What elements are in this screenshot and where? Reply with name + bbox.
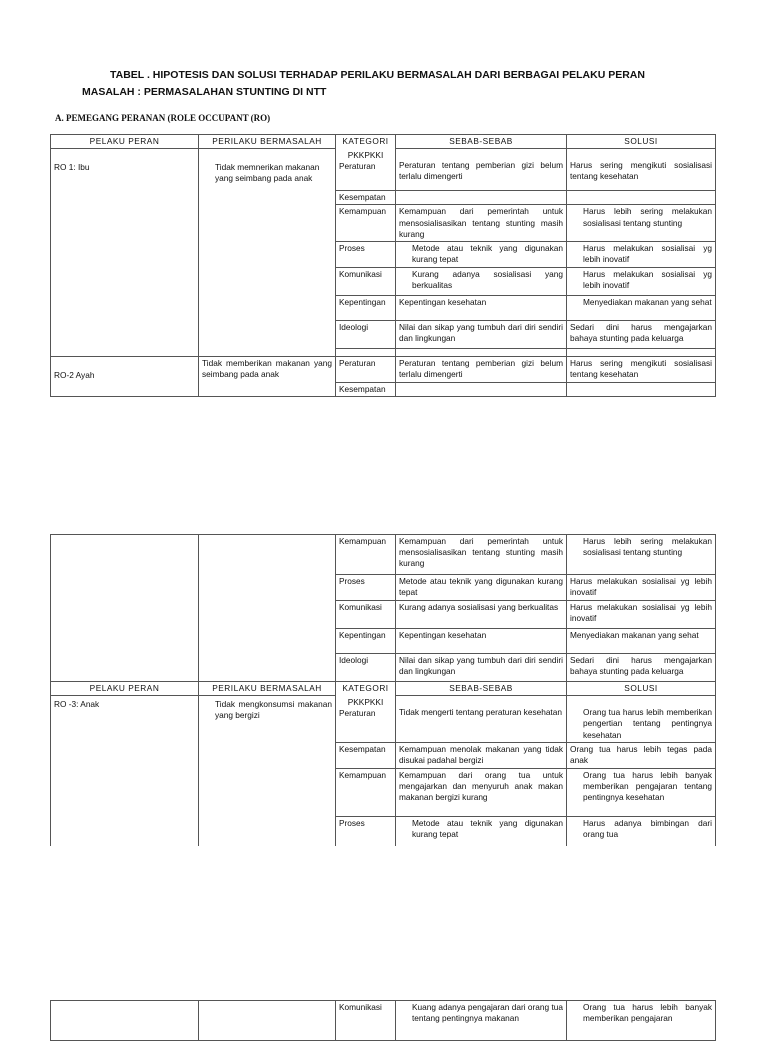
table-row <box>51 535 716 575</box>
perilaku-cell <box>199 149 336 357</box>
solusi-cell: Orang tua harus lebih banyak memberikan pengajaran tentang pentingnya kesehatan <box>567 768 716 816</box>
header-perilaku: PERILAKU BERMASALAH <box>199 135 336 149</box>
hypothesis-table-page-3 <box>50 1000 716 1041</box>
solusi-cell: Harus melakukan sosialisai yg lebih inovatif <box>567 601 716 629</box>
sebab-cell: Kepentingan kesehatan <box>396 629 567 654</box>
header-solusi: SOLUSI <box>567 135 716 149</box>
sebab-cell: Kemampuan dari pemerintah untuk mensosialisasikan tentang stunting masih kurang <box>396 205 567 242</box>
document-title-line-2: MASALAH : PERMASALAHAN STUNTING DI NTT <box>82 86 327 98</box>
sebab-cell <box>396 149 567 191</box>
hypothesis-table-page-2 <box>50 534 716 846</box>
sebab-cell: Metode atau teknik yang digunakan kurang tepat <box>396 816 567 846</box>
pelaku-cell <box>51 356 199 396</box>
solusi-cell: Menyediakan makanan yang sehat <box>567 295 716 320</box>
sebab-cell: Kurang adanya sosialisasi yang berkualitas <box>396 267 567 295</box>
perilaku-cell <box>199 535 336 682</box>
pelaku-cell <box>51 1001 199 1041</box>
pelaku-ro2: RO-2 Ayah <box>54 369 95 380</box>
kategori-cell <box>336 348 396 356</box>
solusi-cell: Orang tua harus lebih banyak memberikan pengajaran <box>567 1001 716 1041</box>
solusi-cell: Sedari dini harus mengajarkan bahaya stunting pada keluarga <box>567 320 716 348</box>
solusi-cell: Harus adanya bimbingan dari orang tua <box>567 816 716 846</box>
header-kategori <box>336 135 396 149</box>
kategori-cell: Kesempatan <box>336 191 396 205</box>
table-row <box>51 1001 716 1041</box>
sebab-cell: Metode atau teknik yang digunakan kurang tepat <box>396 241 567 267</box>
solusi-cell: Orang tua harus lebih tegas pada anak <box>567 742 716 768</box>
kategori-cell: Peraturan <box>336 356 396 382</box>
kategori-cell: Kemampuan <box>336 768 396 816</box>
section-heading: A. PEMEGANG PERANAN (ROLE OCCUPANT (RO) <box>55 113 271 123</box>
kategori-cell: Ideologi <box>336 320 396 348</box>
pelaku-ro3: RO -3: Anak <box>54 699 100 710</box>
solusi-text: Orang tua harus lebih memberikan pengertian tentang pentingnya kesehatan <box>583 707 712 740</box>
sebab-text: Peraturan tentang pemberian gizi belum terlalu dimengerti <box>399 160 563 182</box>
perilaku-ro2: Tidak memberikan makanan yang seimbang pada anak <box>199 356 336 396</box>
solusi-cell <box>567 696 716 743</box>
kategori-cell: Komunikasi <box>336 1001 396 1041</box>
solusi-cell <box>567 348 716 356</box>
pelaku-cell <box>51 535 199 682</box>
sebab-cell: Kepentingan kesehatan <box>396 295 567 320</box>
sebab-cell: Nilai dan sikap yang tumbuh dari diri sendiri dan lingkungan <box>396 320 567 348</box>
document-title-line-1: TABEL . HIPOTESIS DAN SOLUSI TERHADAP PERILAKU BERMASALAH DARI BERBAGAI PELAKU PERAN <box>110 69 645 81</box>
solusi-cell <box>567 382 716 396</box>
table-row <box>51 356 716 382</box>
table-row <box>51 149 716 191</box>
kategori-cell: Kepentingan <box>336 295 396 320</box>
pelaku-cell <box>51 149 199 357</box>
kategori-cell: Proses <box>336 575 396 601</box>
solusi-cell: Sedari dini harus mengajarkan bahaya stunting pada keluarga <box>567 654 716 682</box>
kategori-cell: Komunikasi <box>336 601 396 629</box>
solusi-text: Harus sering mengikuti sosialisasi tentang kesehatan <box>570 160 712 182</box>
perilaku-ro3: Tidak mengkonsumsi makanan yang bergizi <box>215 699 332 721</box>
perilaku-cell <box>199 696 336 847</box>
header-pelaku: PELAKU PERAN <box>51 682 199 696</box>
table-header-row <box>51 135 716 149</box>
solusi-cell: Harus lebih sering melakukan sosialisasi tentang stunting <box>567 535 716 575</box>
solusi-cell: Menyediakan makanan yang sehat <box>567 629 716 654</box>
solusi-cell: Harus melakukan sosialisai yg lebih inovatif <box>567 241 716 267</box>
header-kategori-sub: PKKPKKI <box>347 149 384 160</box>
kategori-cell: Proses <box>336 816 396 846</box>
hypothesis-table-page-1 <box>50 134 716 397</box>
sebab-cell: Kuang adanya pengajaran dari orang tua tentang pentingnya makanan <box>396 1001 567 1041</box>
header-kategori-sub: PKKPKKI <box>347 696 384 707</box>
kategori-cell: Kesempatan <box>336 742 396 768</box>
table-row <box>51 696 716 743</box>
kategori-cell <box>336 149 396 191</box>
header-sebab: SEBAB-SEBAB <box>396 135 567 149</box>
kategori-cell: Kemampuan <box>336 535 396 575</box>
sebab-cell: Kemampuan menolak makanan yang tidak disukai padahal bergizi <box>396 742 567 768</box>
kategori-cell: Proses <box>336 241 396 267</box>
solusi-cell: Harus sering mengikuti sosialisasi tentang kesehatan <box>567 356 716 382</box>
sebab-cell <box>396 382 567 396</box>
sebab-cell: Kurang adanya sosialisasi yang berkualitas <box>396 601 567 629</box>
kategori-cell: Kepentingan <box>336 629 396 654</box>
kategori-cell: Kemampuan <box>336 205 396 242</box>
header-sebab: SEBAB-SEBAB <box>396 682 567 696</box>
sebab-cell <box>396 348 567 356</box>
sebab-cell: Peraturan tentang pemberian gizi belum terlalu dimengerti <box>396 356 567 382</box>
perilaku-ro1: Tidak memnerikan makanan yang seimbang pada anak <box>215 162 320 184</box>
header-solusi: SOLUSI <box>567 682 716 696</box>
kategori-cell: Komunikasi <box>336 267 396 295</box>
solusi-cell: Harus melakukan sosialisai yg lebih inovatif <box>567 575 716 601</box>
perilaku-cell <box>199 1001 336 1041</box>
header-kategori-label: KATEGORI <box>342 136 389 146</box>
solusi-cell: Harus lebih sering melakukan sosialisasi tentang stunting <box>567 205 716 242</box>
header-kategori: KATEGORI <box>336 682 396 696</box>
sebab-cell: Metode atau teknik yang digunakan kurang tepat <box>396 575 567 601</box>
sebab-cell <box>396 696 567 743</box>
kategori-label: Peraturan <box>339 160 376 171</box>
solusi-cell: Harus melakukan sosialisai yg lebih inovatif <box>567 267 716 295</box>
sebab-cell: Kemampuan dari pemerintah untuk mensosialisasikan tentang stunting masih kurang <box>396 535 567 575</box>
pelaku-ro1: RO 1: Ibu <box>54 162 90 173</box>
sebab-text: Tidak mengerti tentang peraturan kesehatan <box>399 707 562 718</box>
pelaku-cell <box>51 696 199 847</box>
sebab-cell <box>396 191 567 205</box>
kategori-label: Peraturan <box>339 707 376 718</box>
kategori-cell: Kesempatan <box>336 382 396 396</box>
table-header-row <box>51 682 716 696</box>
solusi-cell <box>567 149 716 191</box>
header-pelaku: PELAKU PERAN <box>51 135 199 149</box>
kategori-cell: Ideologi <box>336 654 396 682</box>
solusi-cell <box>567 191 716 205</box>
header-perilaku: PERILAKU BERMASALAH <box>199 682 336 696</box>
kategori-cell <box>336 696 396 743</box>
sebab-cell: Nilai dan sikap yang tumbuh dari diri sendiri dan lingkungan <box>396 654 567 682</box>
sebab-cell: Kemampuan dari orang tua untuk mengajarkan dan menyuruh anak makan makanan bergizi kurang <box>396 768 567 816</box>
